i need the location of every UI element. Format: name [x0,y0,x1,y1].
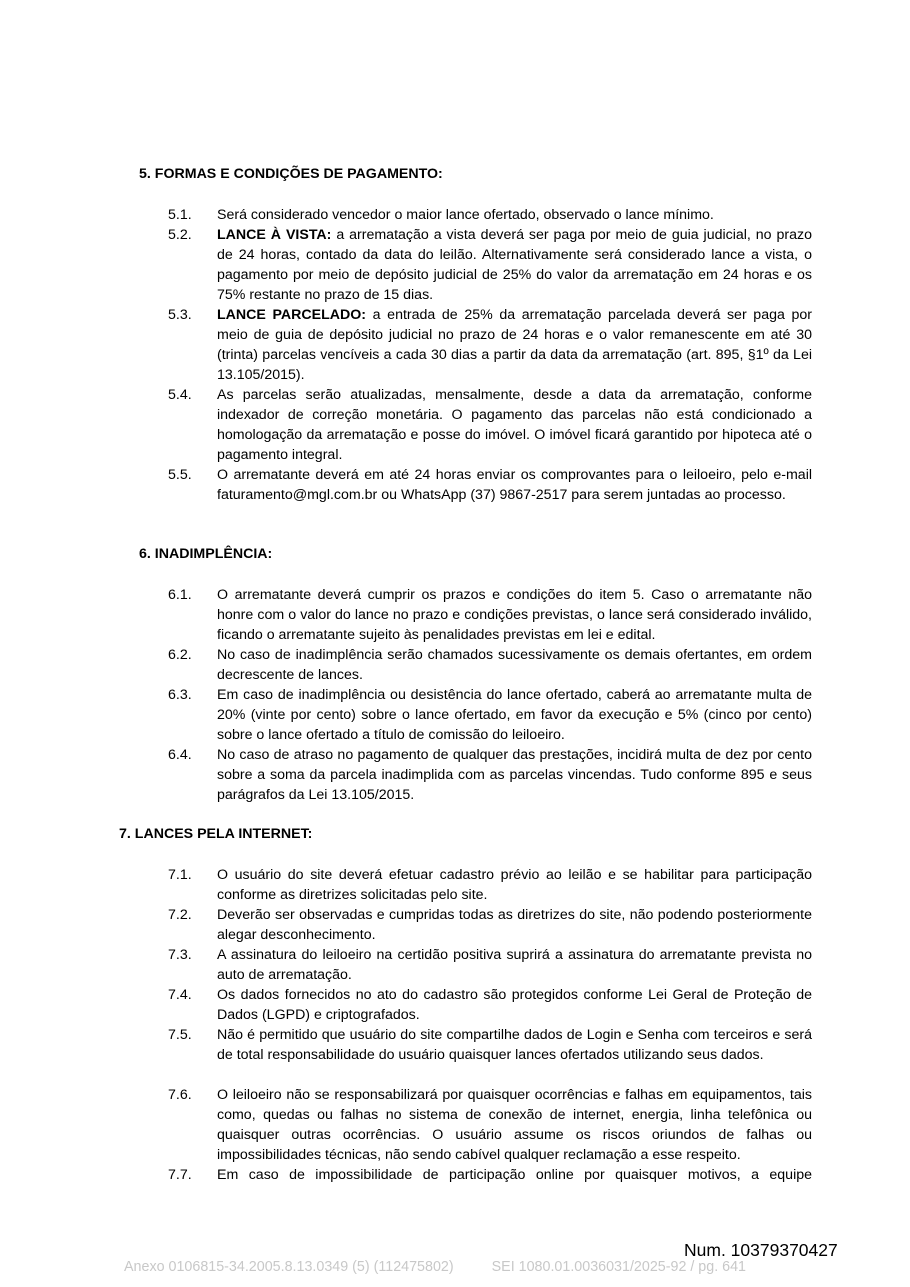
section-number: 6. [139,546,151,562]
item-text: O usuário do site deverá efetuar cadastro prévio ao leilão e se habilitar para participação conforme as diretrizes solicitadas pelo site. [217,867,812,904]
section-title: INADIMPLÊNCIA: [154,546,273,562]
item-text: O leiloeiro não se responsabilizará por quaisquer ocorrências e falhas em equipamentos, tais como, quedas ou falhas no sistema de conexão de internet, energia, linha telefônica ou quaisquer outras ocorrências. O usuário assume os riscos oriundos de falhas ou impossibilidades técnicas, não sendo cabível qualquer reclamação a esse respeito. [217,1087,812,1164]
item-number: 6.4. [168,747,192,763]
item-text: Em caso de impossibilidade de participação online por quaisquer motivos, a equipe [217,1167,812,1183]
list-item-5-4 [168,385,812,465]
item-number: 6.3. [168,687,192,703]
list-item-6-1 [168,585,812,645]
item-number: 5.2. [168,227,192,243]
list-item-5-1 [168,205,812,225]
list-item-6-4 [168,745,812,805]
item-number: 7.5. [168,1027,192,1043]
list-item-7-3 [168,945,812,985]
item-number: 5.1. [168,207,192,223]
sei-footer [124,1258,746,1276]
list-item-7-1 [168,865,812,905]
item-text: No caso de inadimplência serão chamados sucessivamente os demais ofertantes, em ordem decrescente de lances. [217,647,812,684]
list-item-5-5 [168,465,812,505]
item-number: 6.1. [168,587,192,603]
item-text: No caso de atraso no pagamento de qualquer das prestações, incidirá multa de dez por cento sobre a soma da parcela inadimplida com as parcelas vincendas. Tudo conforme 895 e seus parágrafos da Lei 13.105/2015. [217,747,812,804]
section-6-heading [139,544,272,564]
item-text: As parcelas serão atualizadas, mensalmente, desde a data da arrematação, conforme indexador de correção monetária. O pagamento das parcelas não está condicionado a homologação da arrematação e posse do imóvel. O imóvel ficará garantido por hipoteca até o pagamento integral. [217,387,812,464]
section-number: 7. [119,826,131,842]
sei-reference: SEI 1080.01.0036031/2025-92 / pg. 641 [491,1259,747,1275]
list-item-7-4 [168,985,812,1025]
item-body: a entrada de 25% da arrematação parcelada deverá ser paga por meio de guia de depósito judicial no prazo de 24 horas e o valor remanescente em até 30 (trinta) parcelas vencíveis a cada 30 dias a partir da data da arrematação (art. 895, §1º da Lei 13.105/2015). [217,307,812,384]
list-item-7-7 [168,1165,812,1185]
item-number: 7.4. [168,987,192,1003]
item-number: 7.2. [168,907,192,923]
item-bold-label: LANCE PARCELADO: [217,307,367,323]
section-7-heading [119,824,312,844]
document-number: Num. 10379370427 [684,1240,838,1260]
section-number: 5. [139,166,151,182]
item-text: Será considerado vencedor o maior lance ofertado, observado o lance mínimo. [217,207,714,223]
section-title: FORMAS E CONDIÇÕES DE PAGAMENTO: [154,166,443,182]
annex-reference: Anexo 0106815-34.2005.8.13.0349 (5) (112475802) [124,1259,454,1275]
item-number: 7.3. [168,947,192,963]
section-5-heading [139,164,443,184]
section-title: LANCES PELA INTERNET: [134,826,313,842]
item-body: a arrematação a vista deverá ser paga por meio de guia judicial, no prazo de 24 horas, contado da data do leilão. Alternativamente será considerado lance a vista, o pagamento por meio de depósito judicial de 25% do valor da arrematação em 24 horas e os 75% restante no prazo de 15 dias. [217,227,812,304]
list-item-6-2 [168,645,812,685]
item-number: 7.1. [168,867,192,883]
item-text: Não é permitido que usuário do site compartilhe dados de Login e Senha com terceiros e será de total responsabilidade do usuário quaisquer lances ofertados utilizando seus dados. [217,1027,812,1064]
list-item-6-3 [168,685,812,745]
list-item-5-2 [168,225,812,305]
item-number: 7.6. [168,1087,192,1103]
item-text: Em caso de inadimplência ou desistência do lance ofertado, caberá ao arrematante multa de 20% (vinte por cento) sobre o lance ofertado, em favor da execução e 5% (cinco por cento) sobre o lance ofertado a título de comissão do leiloeiro. [217,687,812,744]
item-number: 5.5. [168,467,192,483]
list-item-5-3 [168,305,812,385]
item-text [217,225,812,305]
list-item-7-5 [168,1025,812,1065]
item-bold-label: LANCE À VISTA: [217,227,332,243]
item-text: Os dados fornecidos no ato do cadastro são protegidos conforme Lei Geral de Proteção de Dados (LGPD) e criptografados. [217,987,812,1024]
item-text: Deverão ser observadas e cumpridas todas as diretrizes do site, não podendo posteriormente alegar desconhecimento. [217,907,812,944]
list-item-7-6 [168,1085,812,1165]
item-text: O arrematante deverá em até 24 horas enviar os comprovantes para o leiloeiro, pelo e-mail faturamento@mgl.com.br ou WhatsApp (37) 9867-2517 para serem juntadas ao processo. [217,467,812,504]
item-number: 6.2. [168,647,192,663]
item-text [217,305,812,385]
item-text: A assinatura do leiloeiro na certidão positiva suprirá a assinatura do arrematante prevista no auto de arrematação. [217,947,812,984]
item-number: 5.4. [168,387,192,403]
item-number: 7.7. [168,1167,192,1183]
item-text: O arrematante deverá cumprir os prazos e condições do item 5. Caso o arrematante não honre com o valor do lance no prazo e condições previstas, o lance será considerado inválido, ficando o arrematante sujeito às penalidades previstas em lei e edital. [217,587,812,644]
list-item-7-2 [168,905,812,945]
item-number: 5.3. [168,307,192,323]
